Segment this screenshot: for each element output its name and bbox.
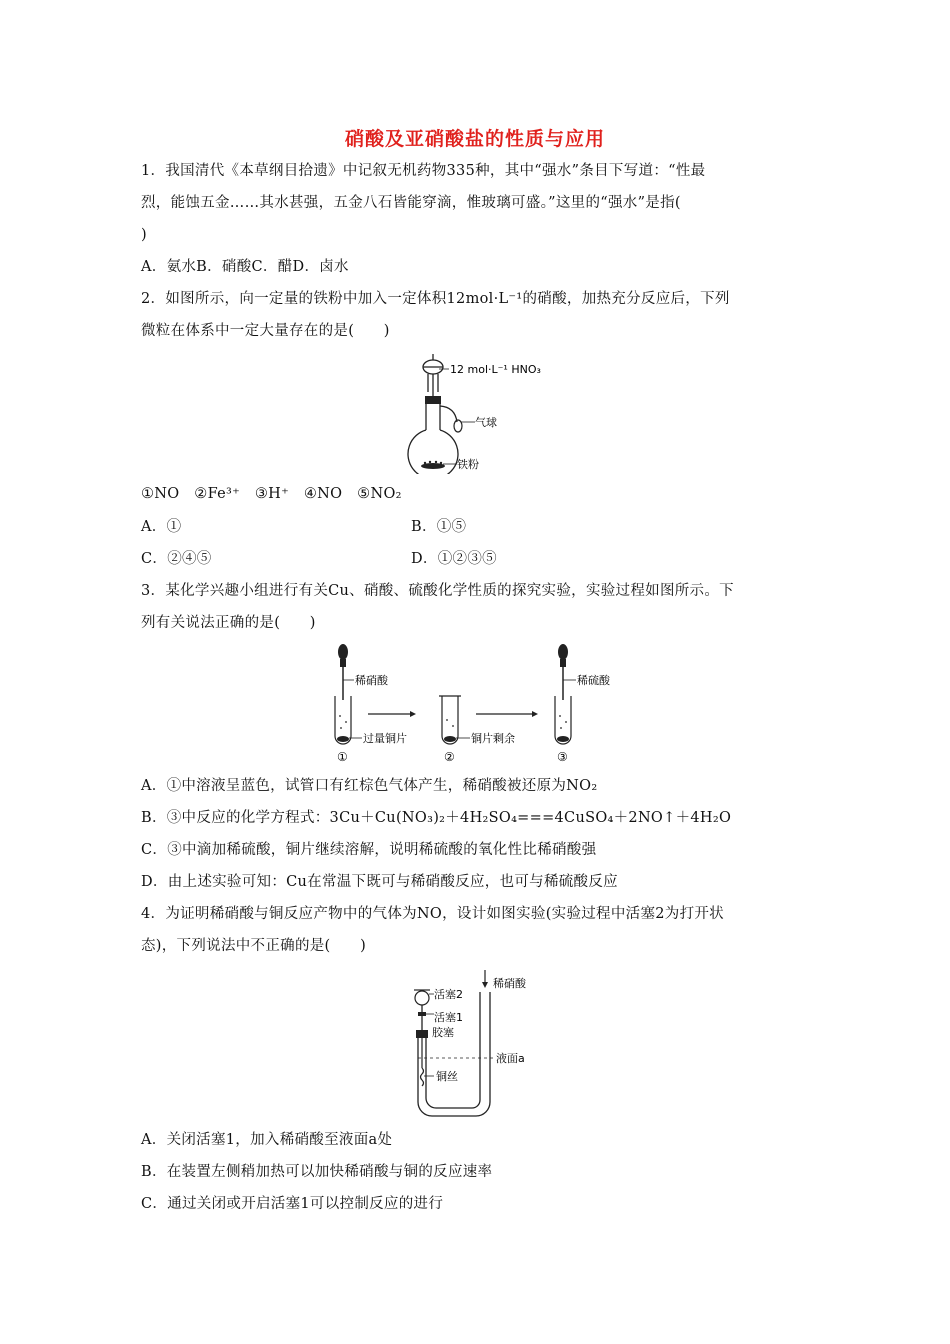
label-valve-1: 活塞1 [434,1011,463,1024]
copper-chips-2-icon [444,719,456,742]
copper-chips-1-icon [337,715,349,742]
valve-1-icon [418,1012,426,1016]
label-copper-left: 铜片剩余 [471,732,515,745]
q3-line1: 3．某化学兴趣小组进行有关Cu、硝酸、硫酸化学性质的探究实验，实验过程如图所示。下 [141,583,734,599]
label-num-3: ③ [557,750,568,764]
label-iron-powder: 铁粉 [457,458,479,471]
q1-options: A．氨水B．硝酸C．醋D．卤水 [141,259,349,275]
q2-items: ①NO ②Fe³⁺ ③H⁺ ④NO ⑤NO₂ [141,486,402,502]
q3-option-b: B．③中反应的化学方程式：3Cu＋Cu(NO₃)₂＋4H₂SO₄===4CuSO₄＋2NO↑＋4H₂O [141,810,732,826]
label-num-2: ② [444,750,455,764]
stopper-icon [425,396,441,404]
funnel-icon [423,354,443,400]
label-q4-dilute-nitric: 稀硝酸 [493,977,526,990]
q2-option-a: A．① [141,519,182,535]
copper-chips-3-icon [557,715,569,742]
dropper-icon [338,644,348,700]
q2-line2: 微粒在体系中一定大量存在的是( ) [141,323,390,339]
label-liquid-level: 液面a [496,1052,525,1065]
copper-wire-icon [421,1038,424,1086]
q3-line2: 列有关说法正确的是( ) [141,615,316,631]
q1-line2: 烈，能蚀五金……其水甚强，五金八石皆能穿滴，惟玻璃可盛。”这里的“强水”是指( [141,195,681,211]
label-valve-2: 活塞2 [434,988,463,1001]
label-plug: 胶塞 [432,1026,454,1039]
q4-u-tube-figure [400,968,560,1120]
q2-option-b: B．①⑤ [411,519,467,535]
balloon-icon [454,420,462,432]
q4-option-c: C．通过关闭或开启活塞1可以控制反应的进行 [141,1196,444,1212]
label-hno3: 12 mol·L⁻¹ HNO₃ [450,363,541,376]
q4-line2: 态)，下列说法中不正确的是( ) [141,938,367,954]
q2-line1: 2．如图所示，向一定量的铁粉中加入一定体积12mol·L⁻¹的硝酸，加热充分反应后，下列 [141,291,730,307]
q4-option-a: A．关闭活塞1，加入稀硝酸至液面a处 [141,1132,393,1148]
iron-powder-icon [421,461,445,469]
q3-test-tube-figure [318,642,638,766]
label-excess-copper: 过量铜片 [363,732,407,745]
rubber-plug-icon [416,1030,428,1038]
q2-option-d: D．①②③⑤ [411,551,497,567]
q1-line1: 1．我国清代《本草纲目拾遗》中记叙无机药物335种，其中“强水”条目下写道：“性最 [141,163,706,179]
label-copper-wire: 铜丝 [436,1070,458,1083]
q4-line1: 4．为证明稀硝酸与铜反应产物中的气体为NO，设计如图实验(实验过程中活塞2为打开状 [141,906,724,922]
q2-flask-figure [395,352,555,474]
label-dilute-nitric: 稀硝酸 [355,674,388,687]
q3-option-d: D．由上述实验可知：Cu在常温下既可与稀硝酸反应，也可与稀硫酸反应 [141,874,618,890]
q1-line3: ) [141,227,147,243]
label-num-1: ① [337,750,348,764]
q3-option-c: C．③中滴加稀硫酸，铜片继续溶解，说明稀硫酸的氧化性比稀硝酸强 [141,842,597,858]
label-dilute-sulfuric: 稀硫酸 [577,674,610,687]
label-balloon: 气球 [475,416,497,429]
q4-option-b: B．在装置左侧稍加热可以加快稀硝酸与铜的反应速率 [141,1164,493,1180]
q2-option-c: C．②④⑤ [141,551,212,567]
dropper-icon [558,644,568,700]
q3-option-a: A．①中溶液呈蓝色，试管口有红棕色气体产生，稀硝酸被还原为NO₂ [141,778,598,794]
page-title: 硝酸及亚硝酸盐的性质与应用 [344,128,605,150]
valve-2-icon [414,990,430,1005]
side-tube-icon [440,406,457,422]
